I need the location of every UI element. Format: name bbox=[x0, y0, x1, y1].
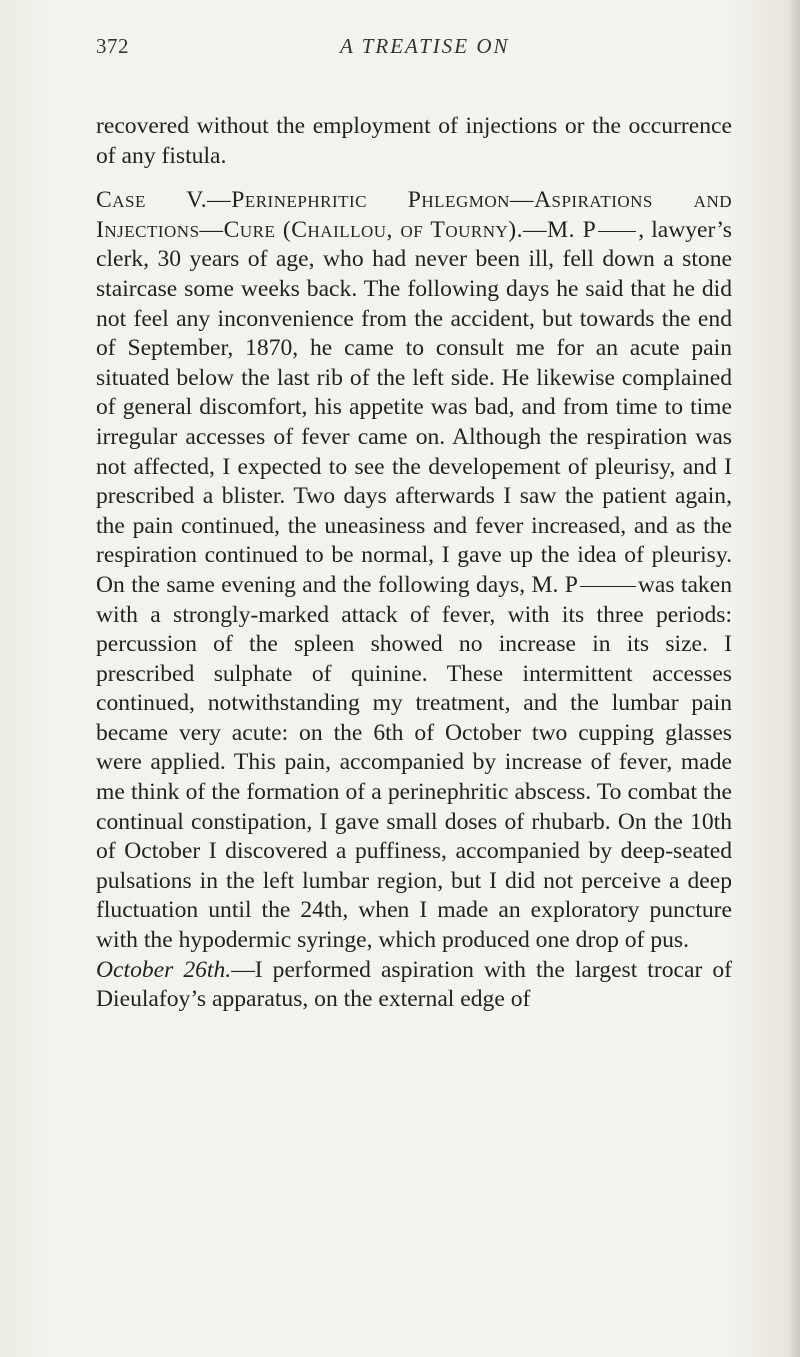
dated-paragraph bbox=[96, 956, 732, 1015]
page-number: 372 bbox=[96, 34, 129, 58]
name-elision-dash bbox=[598, 231, 636, 232]
date-label: October 26th. bbox=[96, 956, 232, 983]
case-heading-tail: , bbox=[638, 216, 645, 243]
paragraph-continuation bbox=[96, 112, 732, 171]
page-edge-shadow bbox=[788, 0, 800, 1357]
running-title: A TREATISE ON bbox=[340, 34, 510, 58]
paragraph-continuation-text: recovered without the employment of injections or the occurrence of any fistula. bbox=[96, 113, 732, 169]
running-head bbox=[96, 34, 736, 64]
case-text-part-2: was taken with a strongly-marked attack of fever, with its three periods: percussion of the spleen showed no increase in its size. I prescribed sulphate of quinine. These intermittent accesses continued, notwithstanding my treatment, and the lumbar pain became very acute: on the 6th of October two cupping glasses were applied. This pain, accompanied by increase of fever, made me think of the formation of a perinephritic abscess. To combat the continual constipation, I gave small doses of rhubarb. On the 10th of October I discovered a puffiness, accompanied by deep-seated pulsations in the left lumbar region, but I did not perceive a deep fluctuation until the 24th, when I made an exploratory puncture with the hypodermic syringe, which produced one drop of pus. bbox=[96, 571, 732, 954]
case-heading: Case V.—Perinephritic Phlegmon—Aspirations and Injections—Cure (Chaillou, of Tourny).—M. P bbox=[96, 187, 732, 243]
body-text bbox=[96, 112, 732, 1015]
name-elision-dash bbox=[580, 586, 636, 587]
dated-paragraph-text: —I performed aspiration with the largest trocar of Dieulafoy’s apparatus, on the external edge of bbox=[96, 956, 732, 1013]
case-text-part-1: lawyer’s clerk, 30 years of age, who had never been ill, fell down a stone staircase some weeks back. The following days he said that he did not feel any inconvenience from the accident, but towards the end of September, 1870, he came to consult me for an acute pain situated below the last rib of the left side. He likewise complained of general discomfort, his appetite was bad, and from time to time irregular accesses of fever came on. Although the respiration was not affected, I expected to see the developement of pleurisy, and I prescribed a blister. Two days afterwards I saw the patient again, the pain continued, the uneasiness and fever increased, and as the respiration continued to be normal, I gave up the idea of pleurisy. On the same evening and the following days, M. P bbox=[96, 216, 732, 598]
case-paragraph bbox=[96, 186, 732, 955]
